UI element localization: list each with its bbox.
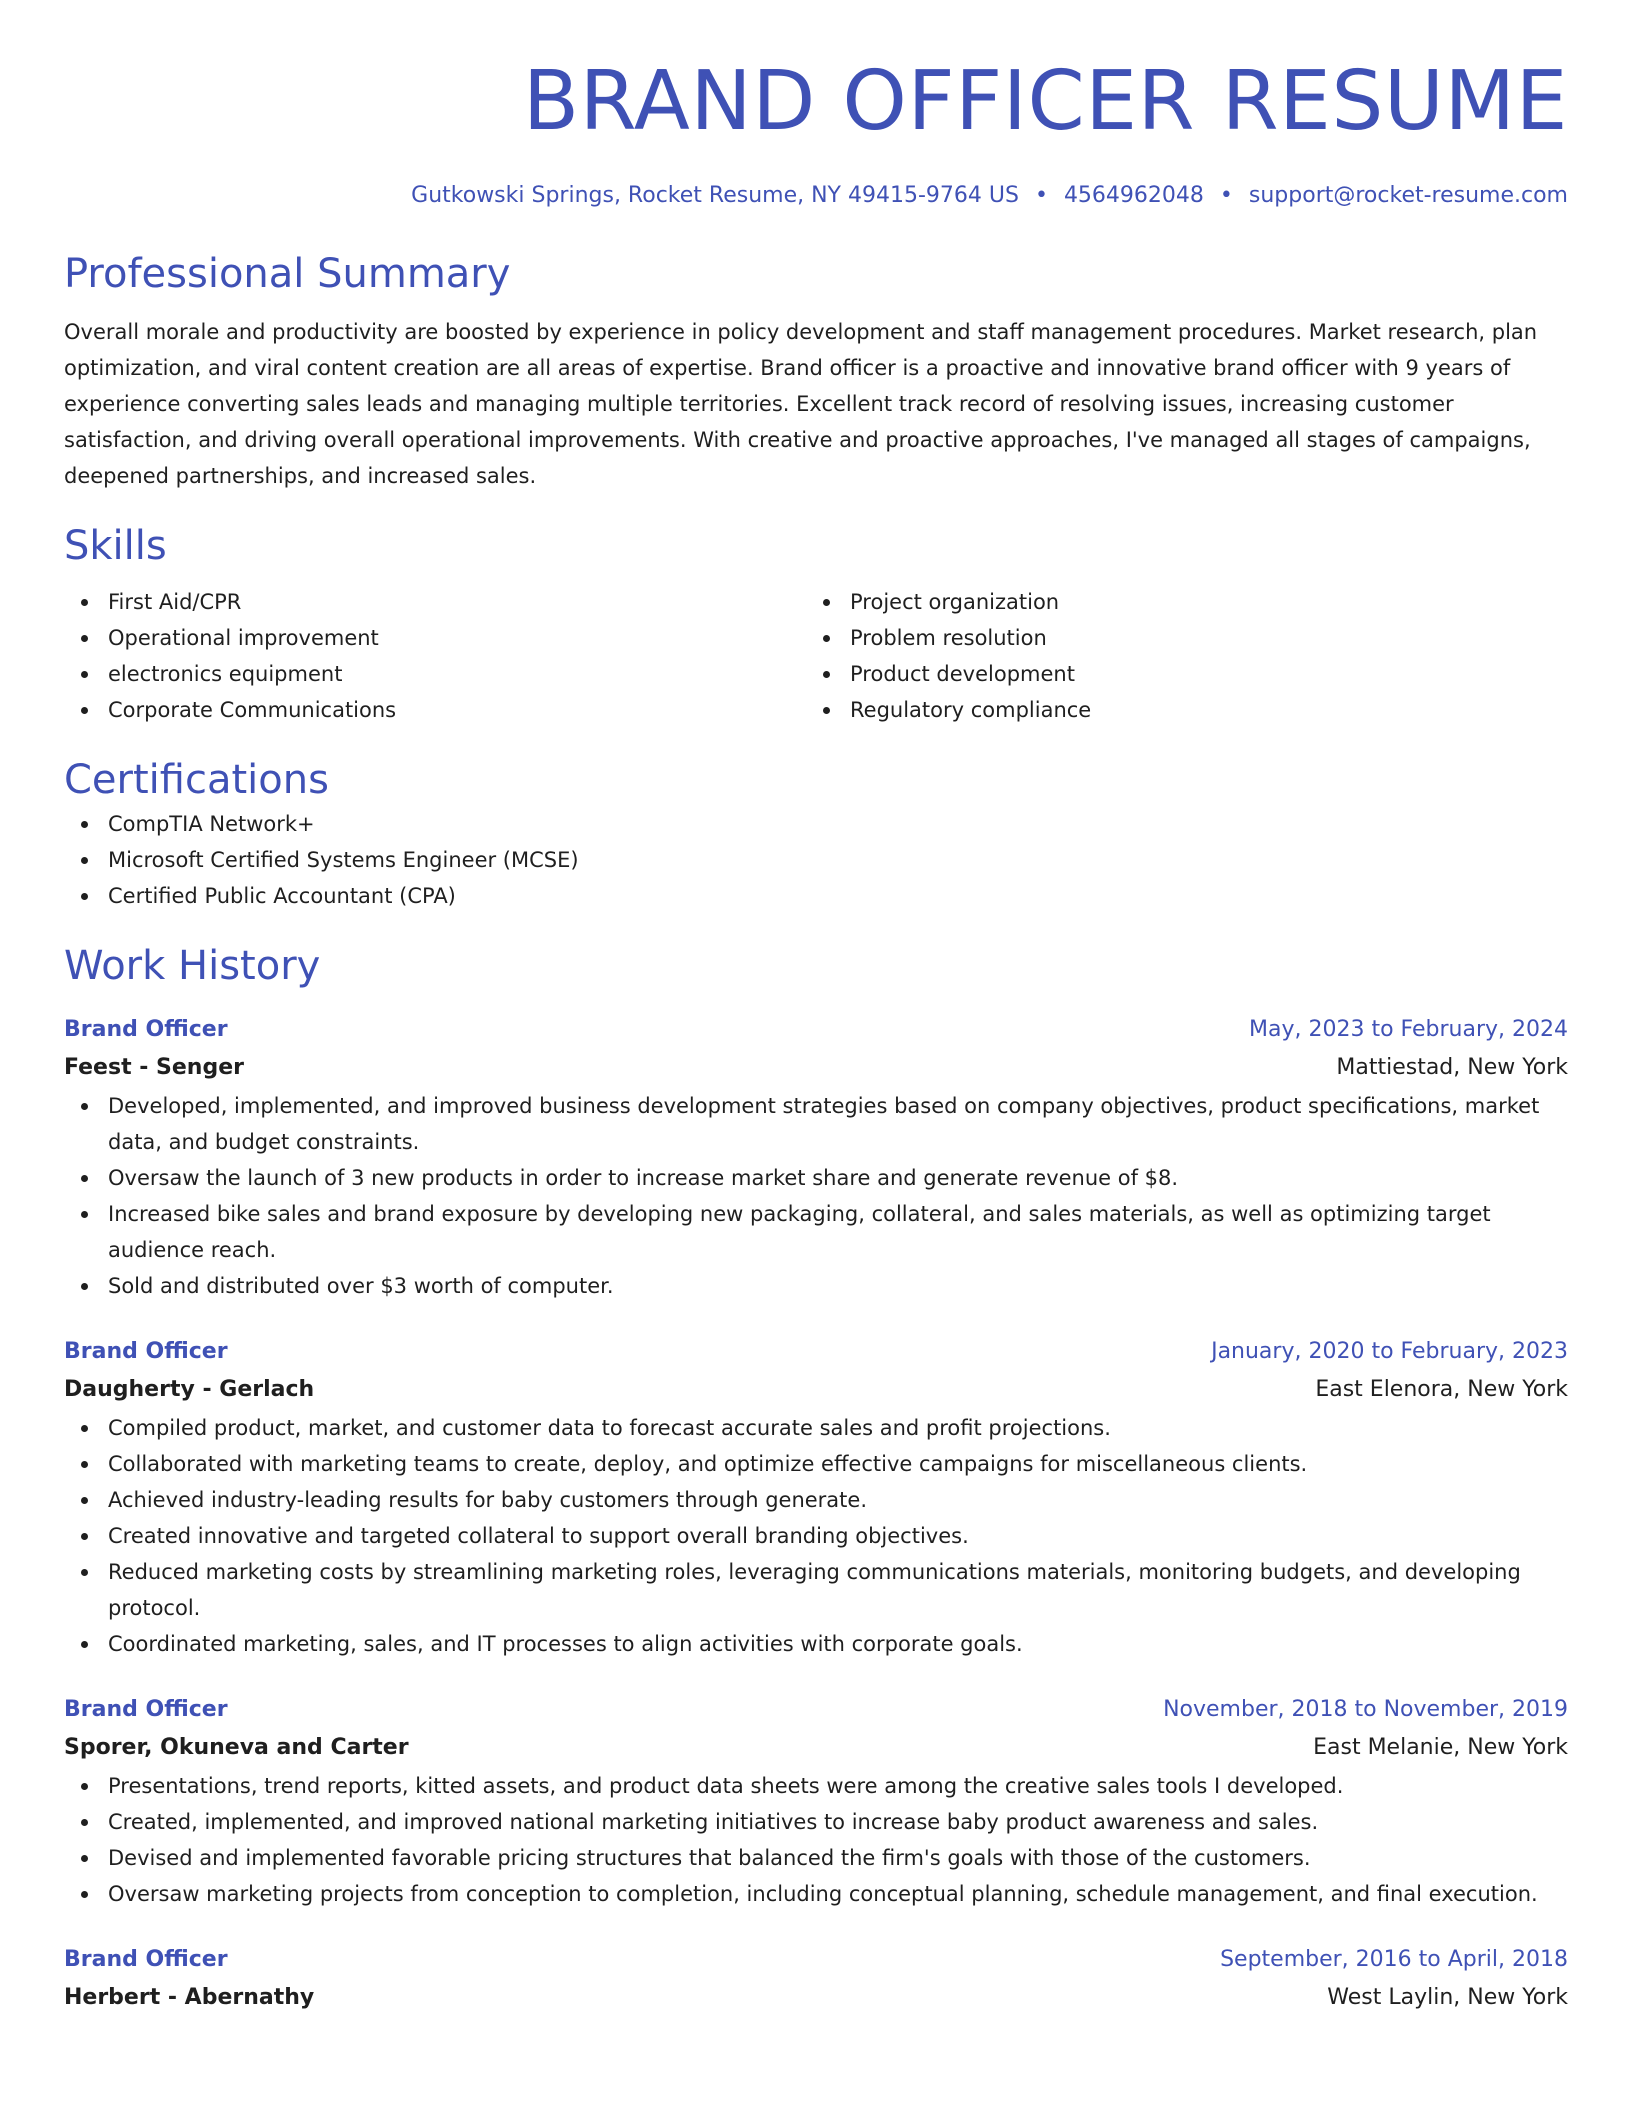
- job-bullets: [64, 1410, 1568, 1662]
- job-title-row: [64, 1942, 1568, 1978]
- job-company-row: [64, 1728, 1568, 1768]
- summary-section: [64, 248, 1568, 494]
- job-bullet: Reduced marketing costs by streamlining marketing roles, leveraging communications materials, monitoring budgets, and developing protocol.: [64, 1554, 1568, 1626]
- job-dates: January, 2020 to February, 2023: [1211, 1339, 1568, 1364]
- skills-section: [64, 520, 1568, 728]
- job-entry: [64, 1942, 1568, 2018]
- summary-text: Overall morale and productivity are boosted by experience in policy development and staff management procedures. Market research, plan optimization, and viral content creation are all areas of expertise. Brand officer is a proactive and innovative brand officer with 9 years of experience converting sales leads and managing multiple territories. Excellent track record of resolving issues, increasing customer satisfaction, and driving overall operational improvements. With creative and proactive approaches, I've managed all stages of campaigns, deepened partnerships, and increased sales.: [64, 320, 1538, 488]
- job-bullet: Created, implemented, and improved national marketing initiatives to increase baby product awareness and sales.: [64, 1804, 1568, 1840]
- job-location: Mattiestad, New York: [1336, 1055, 1568, 1080]
- skills-column-right: [806, 584, 1548, 728]
- job-bullet: Coordinated marketing, sales, and IT processes to align activities with corporate goals.: [64, 1626, 1568, 1662]
- certifications-section: [64, 754, 1568, 914]
- job-bullet: Increased bike sales and brand exposure by developing new packaging, collateral, and sales materials, as well as optimizing target audience reach.: [64, 1196, 1568, 1268]
- contact-phone: 4564962048: [1063, 183, 1204, 208]
- skill-item: Corporate Communications: [64, 692, 806, 728]
- work-history-heading: Work History: [64, 943, 321, 989]
- job-bullet: Oversaw marketing projects from conception to completion, including conceptual planning, schedule management, and final execution.: [64, 1876, 1568, 1912]
- job-location: East Elenora, New York: [1315, 1377, 1568, 1402]
- skill-item: Product development: [806, 656, 1548, 692]
- job-role: Brand Officer: [64, 1017, 228, 1042]
- resume-header: [64, 52, 1568, 212]
- job-company-row: [64, 1978, 1568, 2018]
- job-bullet: Sold and distributed over $3 worth of computer.: [64, 1268, 1568, 1304]
- work-history-section: [64, 940, 1568, 2018]
- job-bullet: Oversaw the launch of 3 new products in order to increase market share and generate revenue of $8.: [64, 1160, 1568, 1196]
- job-bullet: Created innovative and targeted collateral to support overall branding objectives.: [64, 1518, 1568, 1554]
- job-bullets: [64, 1088, 1568, 1304]
- skill-item: Regulatory compliance: [806, 692, 1548, 728]
- job-company: Sporer, Okuneva and Carter: [64, 1735, 409, 1760]
- skill-item: Problem resolution: [806, 620, 1548, 656]
- skills-heading: Skills: [64, 523, 167, 569]
- job-bullet: Presentations, trend reports, kitted assets, and product data sheets were among the creative sales tools I developed.: [64, 1768, 1568, 1804]
- job-dates: November, 2018 to November, 2019: [1163, 1697, 1568, 1722]
- job-company: Feest - Senger: [64, 1055, 244, 1080]
- job-role: Brand Officer: [64, 1697, 228, 1722]
- job-entry: [64, 1334, 1568, 1662]
- job-title-row: [64, 1692, 1568, 1728]
- job-dates: September, 2016 to April, 2018: [1220, 1947, 1568, 1972]
- job-title-row: [64, 1334, 1568, 1370]
- job-role: Brand Officer: [64, 1947, 228, 1972]
- contact-email[interactable]: support@rocket-resume.com: [1248, 183, 1568, 208]
- job-entry: [64, 1692, 1568, 1912]
- certifications-list: [64, 806, 1568, 914]
- job-company: Herbert - Abernathy: [64, 1985, 315, 2010]
- job-company-row: [64, 1048, 1568, 1088]
- contact-separator: •: [1034, 183, 1048, 208]
- job-location: East Melanie, New York: [1313, 1735, 1568, 1760]
- skill-item: electronics equipment: [64, 656, 806, 692]
- skills-grid: [64, 584, 1568, 728]
- job-entry: [64, 1012, 1568, 1304]
- skills-list-right: [806, 584, 1548, 728]
- job-bullet: Compiled product, market, and customer data to forecast accurate sales and profit projections.: [64, 1410, 1568, 1446]
- contact-separator: •: [1219, 183, 1233, 208]
- job-dates: May, 2023 to February, 2024: [1249, 1017, 1568, 1042]
- job-role: Brand Officer: [64, 1339, 228, 1364]
- skills-list-left: [64, 584, 806, 728]
- job-bullet: Devised and implemented favorable pricing structures that balanced the firm's goals with those of the customers.: [64, 1840, 1568, 1876]
- job-bullet: Developed, implemented, and improved business development strategies based on company objectives, product specifications, market data, and budget constraints.: [64, 1088, 1568, 1160]
- summary-heading: Professional Summary: [64, 251, 511, 297]
- skill-item: Project organization: [806, 584, 1548, 620]
- certification-item: Certified Public Accountant (CPA): [64, 878, 1568, 914]
- job-company-row: [64, 1370, 1568, 1410]
- skills-column-left: [64, 584, 806, 728]
- skill-item: Operational improvement: [64, 620, 806, 656]
- contact-line: [64, 180, 1568, 212]
- job-bullet: Collaborated with marketing teams to create, deploy, and optimize effective campaigns for miscellaneous clients.: [64, 1446, 1568, 1482]
- resume-title: BRAND OFFICER RESUME: [522, 54, 1568, 149]
- job-company: Daugherty - Gerlach: [64, 1377, 315, 1402]
- certifications-heading: Certifications: [64, 757, 329, 803]
- certification-item: CompTIA Network+: [64, 806, 1568, 842]
- job-title-row: [64, 1012, 1568, 1048]
- job-bullets: [64, 1768, 1568, 1912]
- certification-item: Microsoft Certified Systems Engineer (MCSE): [64, 842, 1568, 878]
- skill-item: First Aid/CPR: [64, 584, 806, 620]
- job-bullet: Achieved industry-leading results for baby customers through generate.: [64, 1482, 1568, 1518]
- job-location: West Laylin, New York: [1327, 1985, 1568, 2010]
- contact-address: Gutkowski Springs, Rocket Resume, NY 49415-9764 US: [411, 183, 1019, 208]
